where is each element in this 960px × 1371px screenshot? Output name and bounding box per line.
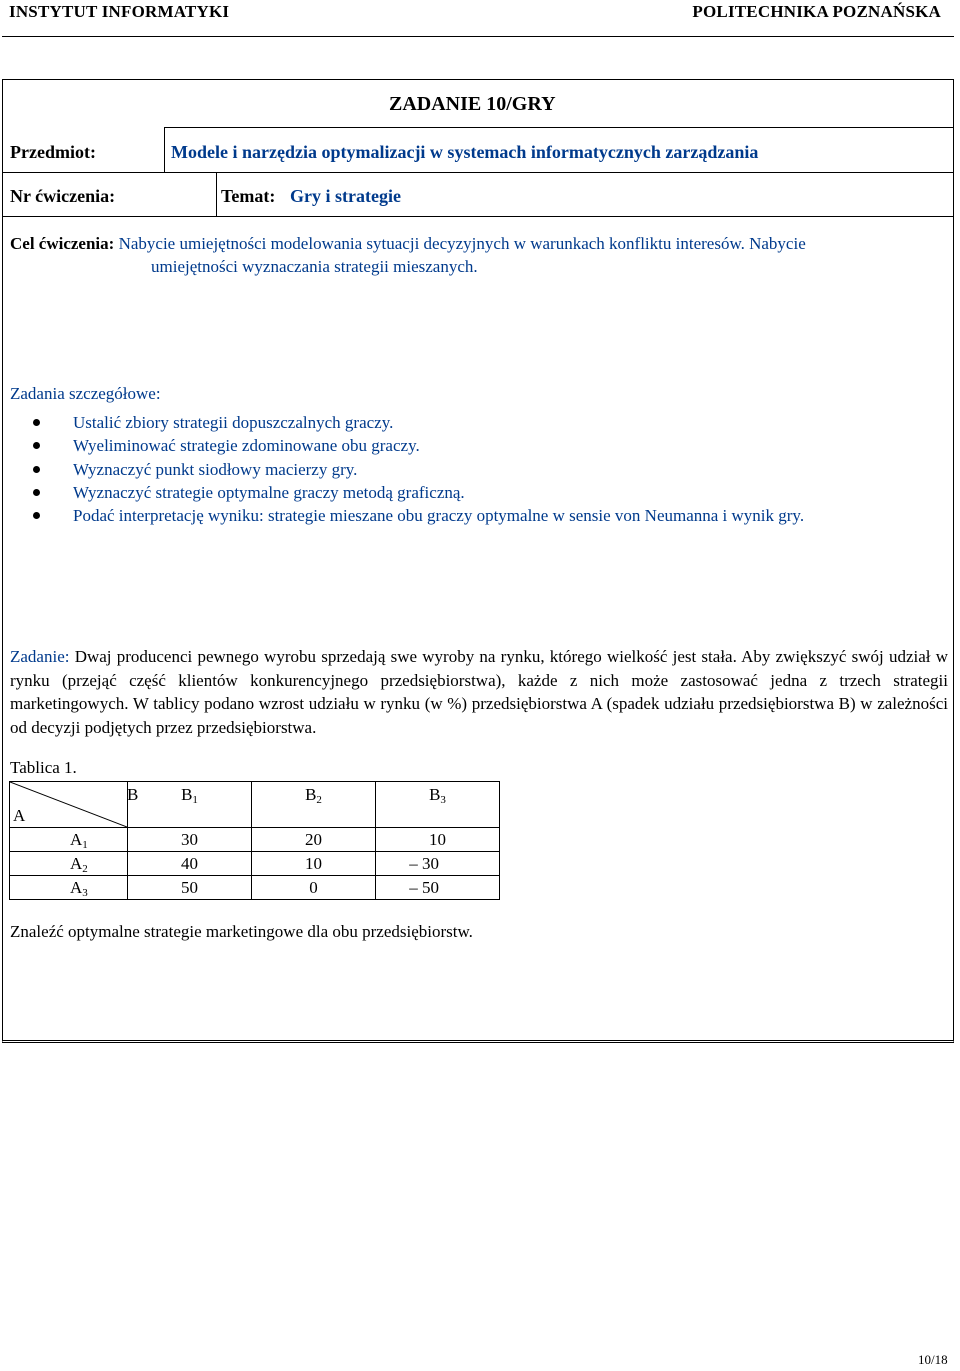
corner-player-a: A [13,806,26,825]
header-initial: P [692,2,703,21]
header-institute [9,2,229,22]
header-initial: P [832,2,844,21]
column-header-sub: 3 [440,794,446,806]
row-header [10,828,128,852]
column-header-sub: 1 [192,794,198,806]
bullet-icon [33,466,40,473]
row-header-base: A [70,877,83,897]
header-word: NSTYTUT [15,2,98,21]
header-initial: I [9,2,16,21]
task-text: Ustalić zbiory strategii dopuszczalnych graczy. [73,413,394,432]
topic-label: Temat: [221,186,276,206]
header-rule [2,36,954,37]
topic-divider [216,172,217,216]
header-word: NFORMATYKI [108,2,230,21]
table-caption: Tablica 1. [10,758,77,777]
exercise-goal [10,232,945,278]
bullet-icon [33,489,40,496]
header-word: OLITECHNIKA [702,2,828,21]
problem-text: Dwaj producenci pewnego wyrobu sprzedają swe wyroby na rynku, którego wielkość jest stała. Aby zwiększyć swój udział w rynku (przejąć część klientów konkurencyjnego przedsiębiorstwa), każde z nich może zastosować jedna z trzech strategii marketingowych. W tablicy podano wzrost udziału w rynku (w %) przedsiębiorstwa A (spadek udziału przedsiębiorstwa B) w zależności od decyzji podjętych przez przedsiębiorstwa. [10,647,948,737]
subject-label: Przedmiot: [10,142,96,162]
table-corner [10,782,139,828]
list-item [73,411,804,434]
column-header-sub: 2 [316,794,322,806]
exercise-frame [2,79,954,1043]
column-header [128,782,252,828]
table-cell: 10 [376,828,500,852]
topic-bottom-divider [3,216,953,217]
list-item [73,481,804,504]
page-number: 10/18 [918,1352,948,1367]
table-cell: 50 [128,876,252,900]
table-row [10,828,500,852]
row-header-sub: 3 [82,886,88,899]
title-divider [164,127,953,128]
list-item [73,458,804,481]
column-header-base: B [305,785,317,804]
table-cell: – 50 [376,876,500,900]
subject-bottom-divider [3,172,953,173]
table-cell: 40 [128,852,252,876]
table-row [10,876,500,900]
table-cell: 20 [252,828,376,852]
topic-value: Gry i strategie [290,186,401,206]
subject-divider [164,127,165,172]
goal-line-2: umiejętności wyznaczania strategii mieszanych. [151,257,478,276]
list-item [73,504,804,527]
corner-player-b: B [127,785,139,804]
bullet-icon [33,512,40,519]
column-header-base: B [429,785,441,804]
final-instruction: Znaleźć optymalne strategie marketingowe dla obu przedsiębiorstw. [10,922,473,941]
table-header-row [10,782,500,828]
task-text: Wyznaczyć punkt siodłowy macierzy gry. [73,459,358,479]
column-header [376,782,500,828]
tasks-heading: Zadania szczegółowe: [10,384,161,403]
column-header-base: B [181,785,193,804]
header-university [692,2,941,22]
table-cell: 0 [252,876,376,900]
table-cell: – 30 [376,852,500,876]
goal-label: Cel ćwiczenia: [10,234,115,253]
header-initial: I [101,2,109,21]
subject-value: Modele i narzędzia optymalizacji w systemach informatycznych zarządzania [171,142,759,162]
task-text: Wyznaczyć strategie optymalne graczy metodą graficzną. [73,482,465,502]
exercise-title: ZADANIE 10/GRY [389,93,556,115]
diagonal-stroke [10,782,127,827]
tasks-list [73,411,804,527]
exercise-number-label: Nr ćwiczenia: [10,186,116,206]
header-word: OZNAŃSKA [843,2,941,21]
row-header [10,876,128,900]
task-text: Podać interpretację wyniku: strategie mieszane obu graczy optymalne w sensie von Neumanna i wynik gry. [73,506,805,526]
table-cell: 10 [252,852,376,876]
goal-line-1: Nabycie umiejętności modelowania sytuacji decyzyjnych w warunkach konfliktu interesów. Nabycie [118,234,806,253]
list-item [73,434,804,457]
row-header [10,852,128,876]
row-header-base: A [70,853,83,873]
bullet-icon [33,442,40,449]
task-text: Wyeliminować strategie zdominowane obu graczy. [73,436,420,456]
table-row [10,852,500,876]
row-header-base: A [70,829,83,849]
column-header [252,782,376,828]
bullet-icon [33,419,40,426]
table-cell: 30 [128,828,252,852]
problem-statement [10,645,948,739]
problem-label: Zadanie: [10,647,70,666]
row-header-sub: 1 [82,838,88,851]
payoff-table [9,781,500,900]
diagonal-line [10,782,127,827]
row-header-sub: 2 [82,862,88,875]
